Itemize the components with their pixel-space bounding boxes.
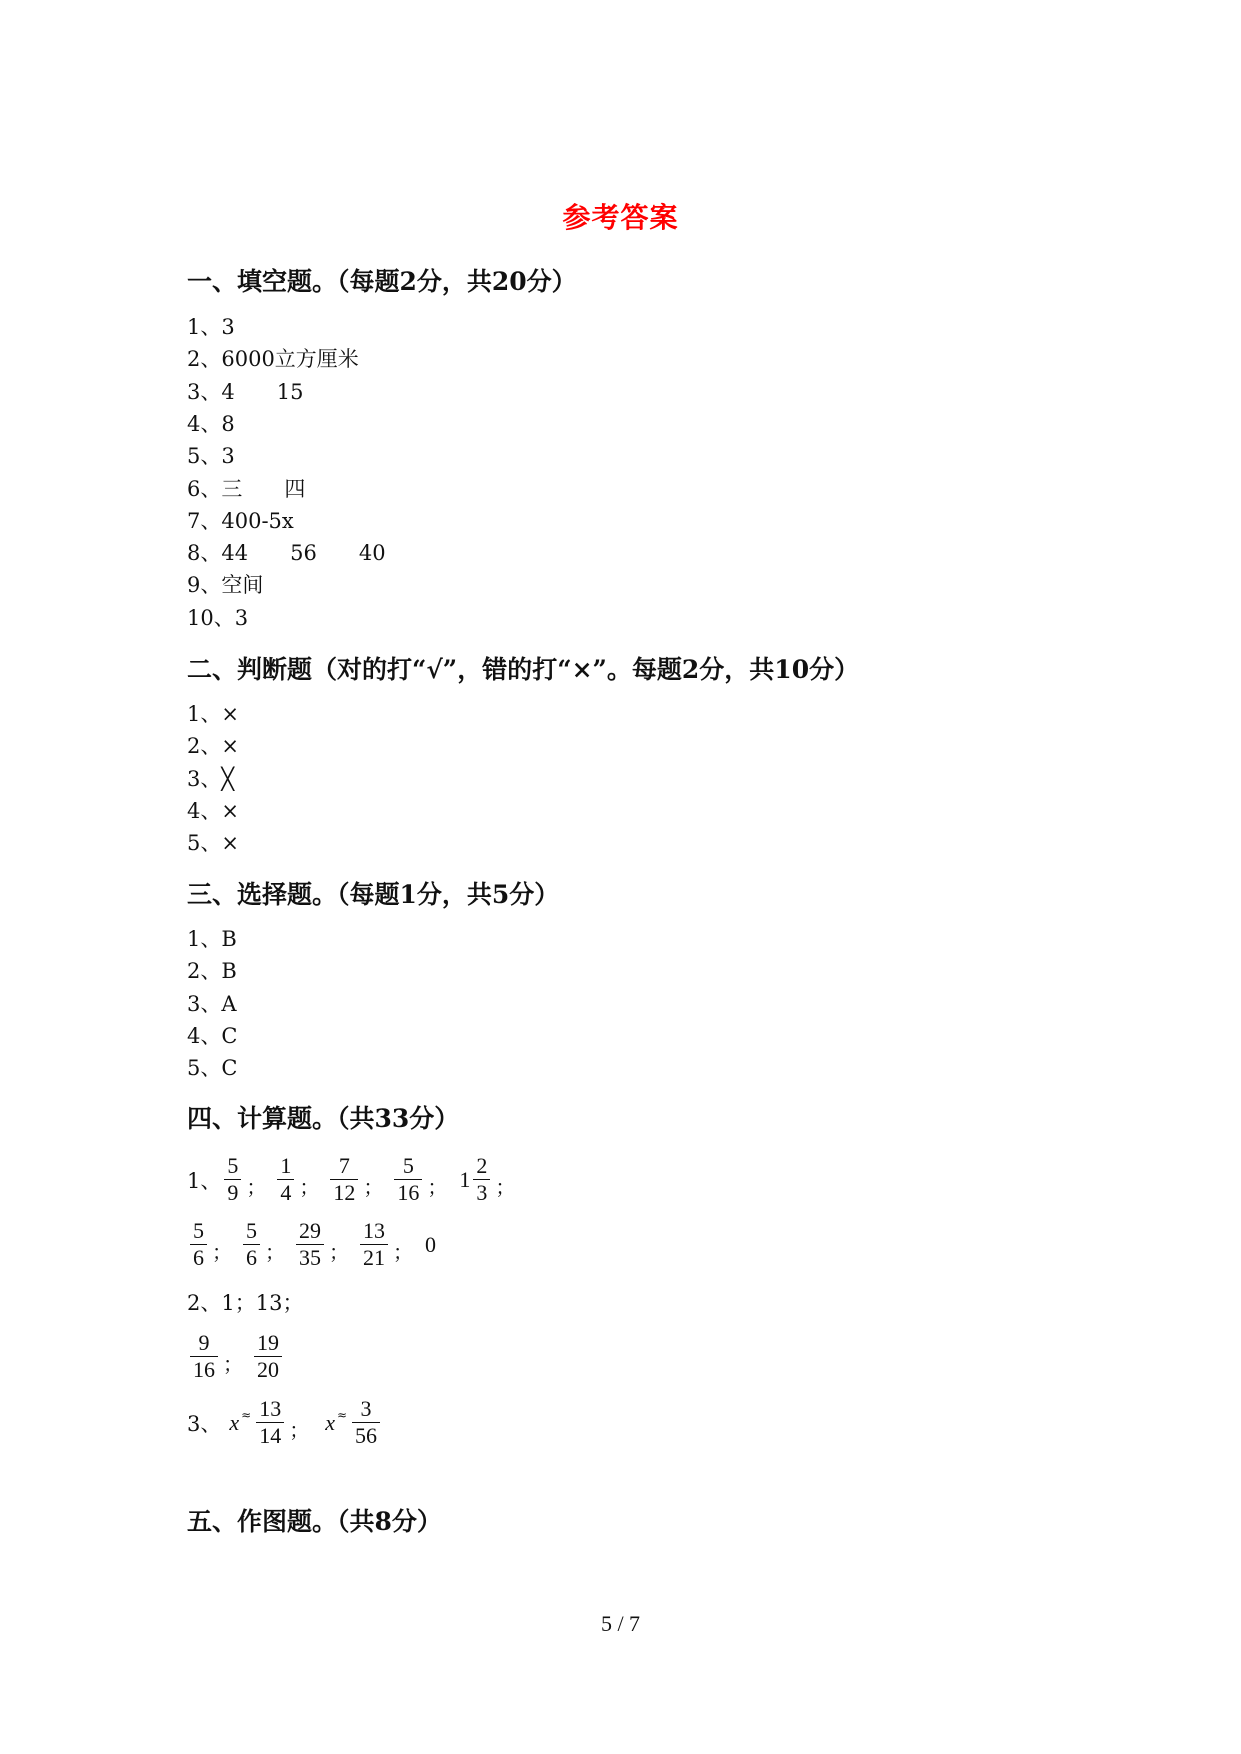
fraction-denominator: 3 [476, 1180, 488, 1205]
choice-answer-4-part: 4、C [187, 1023, 238, 1048]
calc-q1-row2 [187, 1218, 436, 1271]
calc-q2-result-4 [251, 1330, 285, 1383]
calc-q1-result-8 [293, 1218, 327, 1271]
approx-sign: ≈ [336, 1407, 348, 1422]
calc-q2-result-3 [187, 1330, 221, 1383]
fraction-denominator: 6 [246, 1245, 257, 1270]
approx-sign: ≈ [241, 1407, 252, 1422]
choice-answer-2 [187, 959, 237, 983]
fill-blank-answer-3-part: 15 [276, 379, 304, 404]
fraction-numerator: 13 [259, 1396, 282, 1421]
fraction [473, 1153, 490, 1206]
calc-q3-prefix: 3、 [187, 1411, 222, 1436]
section3-heading: 三、选择题。（每题1分，共5分） [187, 880, 560, 909]
semicolon-separator: ； [329, 1240, 349, 1264]
semicolon-separator: ； [223, 1352, 243, 1376]
semicolon-separator: ； [246, 1175, 267, 1199]
calc-q1-result-6 [187, 1218, 210, 1271]
semicolon-separator: ； [299, 1175, 320, 1199]
variable-x: x [229, 1409, 240, 1435]
section5-heading: 五、作图题。（共8分） [187, 1507, 442, 1536]
choice-answer-1-part: 1、B [187, 927, 237, 951]
true-false-answer-3-part: 3、╳ [187, 766, 235, 791]
calc-q2-line: 2、1；13； [187, 1291, 304, 1315]
choice-answer-3-part: 3、A [187, 991, 237, 1016]
calc-q1-result-3 [327, 1153, 361, 1206]
fraction [330, 1153, 358, 1206]
fraction-denominator: 12 [333, 1180, 356, 1205]
fraction [243, 1218, 260, 1271]
fraction-denominator: 21 [363, 1245, 385, 1270]
page-number: 5 / 7 [600, 1611, 641, 1636]
fraction-numerator: 13 [363, 1218, 385, 1243]
semicolon-separator: ； [427, 1175, 448, 1199]
page-title: 参考答案 [562, 201, 679, 234]
semicolon-separator: ； [393, 1240, 413, 1264]
calc-q2-row2 [187, 1330, 285, 1383]
fraction [256, 1396, 284, 1449]
choice-answer-1 [187, 927, 237, 951]
fraction-denominator: 56 [355, 1423, 378, 1448]
fraction-numerator: 29 [299, 1218, 321, 1243]
fill-blank-answer-8-part: 40 [358, 541, 386, 566]
semicolon-separator: ； [265, 1240, 285, 1264]
fill-blank-answer-10-part: 10、3 [187, 605, 249, 630]
mixed-number-whole: 1 [459, 1166, 471, 1192]
fill-blank-answer-6 [187, 477, 305, 501]
true-false-answer-4-part: 4、× [187, 798, 239, 823]
fraction-denominator: 6 [193, 1245, 204, 1270]
choice-answer-5 [187, 1056, 237, 1080]
true-false-answer-1-part: 1、× [187, 702, 239, 726]
calc-q1-result-9 [357, 1218, 391, 1271]
variable-x: x [325, 1409, 335, 1435]
fraction-numerator: 5 [402, 1153, 414, 1178]
semicolon-separator: ； [363, 1175, 384, 1199]
calc-q1-prefix: 1、 [187, 1168, 222, 1193]
fill-blank-answer-7 [187, 509, 294, 533]
fraction-denominator: 20 [257, 1357, 279, 1382]
fraction-denominator: 9 [227, 1180, 239, 1205]
true-false-answer-5-part: 5、× [187, 831, 239, 856]
true-false-answer-4 [187, 799, 239, 823]
fill-blank-answer-6-part: 四 [284, 476, 306, 501]
fraction [254, 1330, 282, 1383]
fill-blank-answer-6-part: 6、三 [187, 476, 243, 501]
section4-heading: 四、计算题。（共33分） [187, 1104, 460, 1133]
fraction [352, 1396, 380, 1449]
section1-heading: 一、填空题。（每题2分，共20分） [187, 267, 577, 296]
semicolon-separator: ； [495, 1175, 516, 1199]
fraction-numerator: 5 [246, 1218, 257, 1243]
fraction-numerator: 5 [193, 1218, 204, 1243]
true-false-answer-2 [187, 734, 239, 758]
true-false-answer-5 [187, 831, 239, 855]
fill-blank-answer-3-part: 3、4 [187, 379, 235, 404]
calc-q3-row [187, 1396, 383, 1449]
true-false-answer-3 [187, 767, 234, 791]
section2-heading: 二、判断题（对的打“√”，错的打“×”。每题2分，共10分） [187, 655, 860, 684]
calc-q1-result-1 [221, 1153, 244, 1206]
fraction-numerator: 3 [360, 1396, 372, 1421]
fraction [190, 1330, 218, 1383]
fill-blank-answer-8 [187, 541, 386, 565]
fraction-denominator: 14 [259, 1423, 282, 1448]
choice-answer-5-part: 5、C [187, 1056, 238, 1081]
fill-blank-answer-5-part: 5、3 [187, 444, 235, 469]
calc-q1-result-7 [240, 1218, 263, 1271]
fraction-denominator: 35 [299, 1245, 321, 1270]
fill-blank-answer-8-part: 8、44 [187, 541, 249, 566]
fraction [394, 1153, 422, 1206]
calc-q3-result-1 [253, 1396, 287, 1449]
fill-blank-answer-9-part: 9、空间 [187, 573, 264, 598]
fraction-numerator: 5 [227, 1153, 239, 1178]
true-false-answer-1 [187, 702, 239, 726]
fraction-numerator: 7 [338, 1153, 350, 1178]
choice-answer-4 [187, 1024, 237, 1048]
calc-q1-result-4 [391, 1153, 425, 1206]
calc-q1-result-5 [455, 1153, 493, 1206]
fraction-numerator: 19 [257, 1330, 279, 1355]
fill-blank-answer-4 [187, 412, 235, 436]
fraction [296, 1218, 324, 1271]
fraction [224, 1153, 241, 1206]
semicolon-separator: ； [212, 1240, 232, 1264]
fill-blank-answer-5 [187, 444, 235, 468]
fill-blank-answer-9 [187, 573, 263, 597]
calc-q1-result-2 [274, 1153, 297, 1206]
fraction-denominator: 16 [397, 1180, 420, 1205]
fraction [277, 1153, 294, 1206]
fill-blank-answer-8-part: 56 [290, 541, 317, 566]
fill-blank-answer-2-part: 2、6000立方厘米 [187, 347, 359, 372]
fill-blank-answer-7-part: 7、400-5x [187, 508, 294, 533]
fraction-denominator: 4 [280, 1180, 292, 1205]
fill-blank-answer-3 [187, 380, 303, 404]
fill-blank-answer-4-part: 4、8 [187, 411, 235, 436]
calc-q1-row1 [187, 1153, 523, 1206]
semicolon-separator: ； [289, 1418, 310, 1442]
fraction-numerator: 1 [280, 1153, 292, 1178]
fraction-numerator: 2 [476, 1153, 488, 1178]
fill-blank-answer-2 [187, 347, 359, 371]
fill-blank-answer-1 [187, 315, 235, 339]
true-false-answer-2-part: 2、× [187, 734, 239, 759]
choice-answer-3 [187, 992, 237, 1016]
fill-blank-answer-1-part: 1、3 [187, 315, 235, 339]
fraction-denominator: 16 [193, 1357, 215, 1382]
fraction-numerator: 9 [198, 1330, 210, 1355]
choice-answer-2-part: 2、B [187, 959, 237, 984]
calc-q3-result-2 [349, 1396, 383, 1449]
calc-q1-result-10: 0 [425, 1231, 436, 1257]
fraction [190, 1218, 207, 1271]
fill-blank-answer-10 [187, 606, 248, 630]
fraction [360, 1218, 388, 1271]
